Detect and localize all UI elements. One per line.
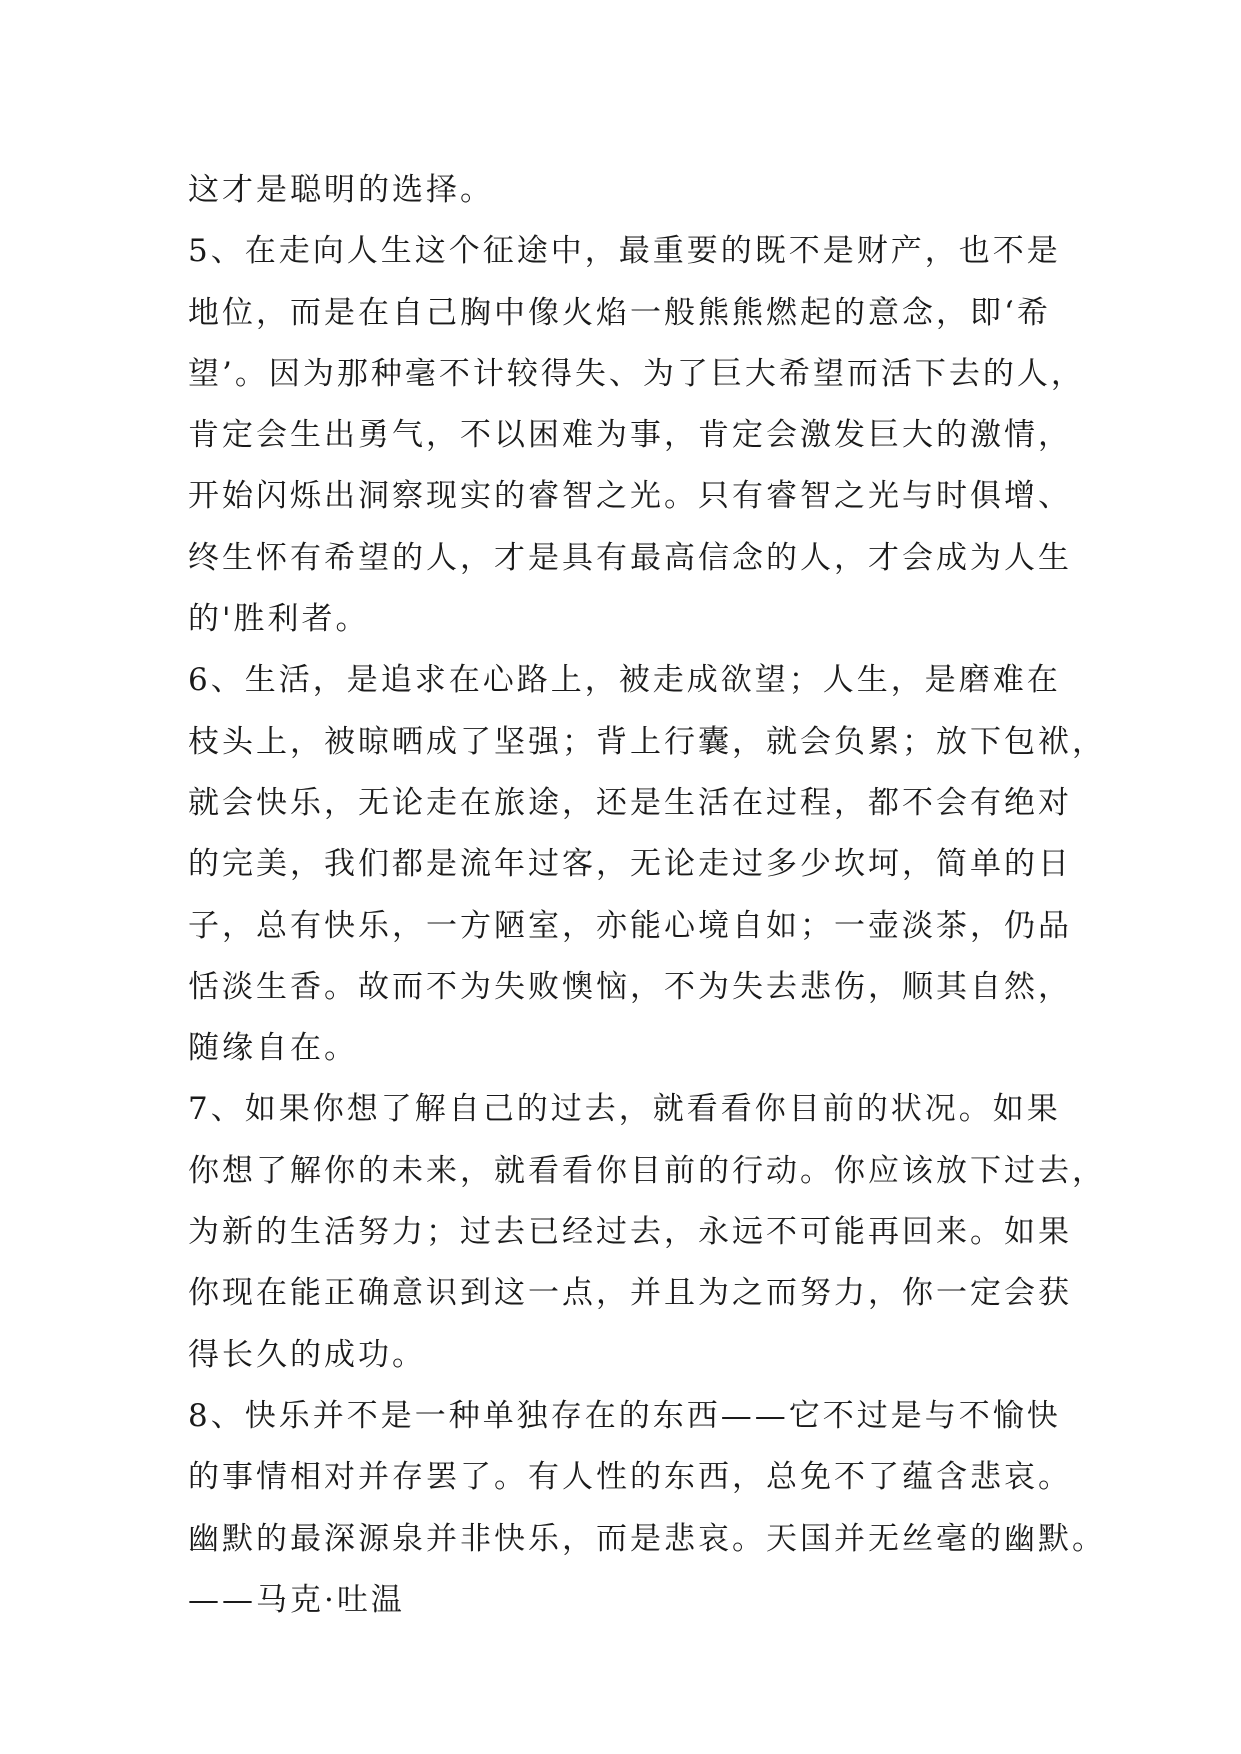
text-line: 枝头上，被晾晒成了坚强；背上行囊，就会负累；放下包袱，	[188, 723, 1106, 760]
text-line: 6、生活，是追求在心路上，被走成欲望；人生，是磨难在	[188, 662, 1061, 699]
text-line: 肯定会生出勇气，不以困难为事，肯定会激发巨大的激情，	[188, 417, 1072, 454]
text-line: 7、如果你想了解自己的过去，就看看你目前的状况。如果	[188, 1091, 1061, 1128]
text-line: 8、快乐并不是一种单独存在的东西——它不过是与不愉快	[188, 1397, 1061, 1434]
text-line: 就会快乐，无论走在旅途，还是生活在过程，都不会有绝对	[188, 784, 1072, 821]
text-line: 你想了解你的未来，就看看你目前的行动。你应该放下过去，	[188, 1152, 1106, 1189]
document-body-text	[188, 160, 1106, 1631]
text-line: 随缘自在。	[188, 1030, 358, 1067]
text-line: 子，总有快乐，一方陋室，亦能心境自如；一壶淡茶，仍品	[188, 907, 1072, 944]
text-line: 幽默的最深源泉并非快乐，而是悲哀。天国并无丝毫的幽默。	[188, 1520, 1106, 1557]
text-line: 终生怀有希望的人，才是具有最高信念的人，才会成为人生	[188, 539, 1072, 576]
text-line: 为新的生活努力；过去已经过去，永远不可能再回来。如果	[188, 1214, 1072, 1251]
text-line: 的事情相对并存罢了。有人性的东西，总免不了蕴含悲哀。	[188, 1459, 1072, 1496]
text-line: 你现在能正确意识到这一点，并且为之而努力，你一定会获	[188, 1275, 1072, 1312]
text-line: 开始闪烁出洞察现实的睿智之光。只有睿智之光与时俱增、	[188, 478, 1072, 515]
text-line: 5、在走向人生这个征途中，最重要的既不是财产，也不是	[188, 233, 1061, 270]
text-line: 望’。因为那种毫不计较得失、为了巨大希望而活下去的人，	[188, 355, 1085, 392]
text-line: 这才是聪明的选择。	[188, 172, 494, 208]
text-line: ——马克·吐温	[188, 1581, 405, 1618]
text-line: 恬淡生香。故而不为失败懊恼，不为失去悲伤，顺其自然，	[188, 968, 1072, 1005]
text-line: 得长久的成功。	[188, 1336, 426, 1373]
text-line: 的完美，我们都是流年过客，无论走过多少坎坷，简单的日	[188, 846, 1072, 883]
text-line: 地位，而是在自己胸中像火焰一般熊熊燃起的意念，即‘希	[188, 294, 1051, 331]
text-line: 的'胜利者。	[188, 601, 370, 638]
